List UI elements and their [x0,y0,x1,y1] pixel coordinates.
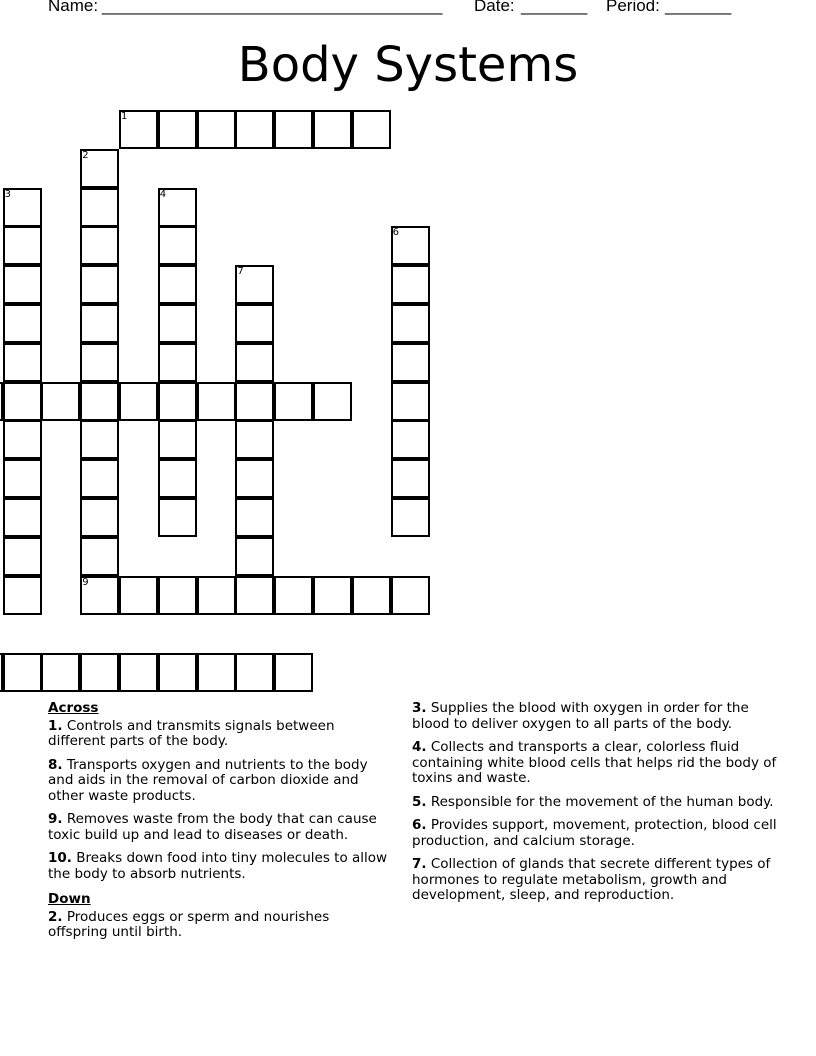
grid-cell[interactable] [41,382,80,421]
grid-cell[interactable] [158,265,197,304]
grid-cell[interactable] [3,459,42,498]
date-label: Date: [474,0,515,15]
grid-cell[interactable] [80,304,119,343]
grid-cell[interactable] [41,653,80,692]
grid-cell[interactable] [313,382,352,421]
clue-down-4: 4. Collects and transports a clear, colorless fluid containing white blood cells that helps rid the body of toxins and waste. [412,739,777,786]
grid-cell[interactable] [352,576,391,615]
clue-number-2: 2 [82,149,89,161]
grid-cell[interactable] [158,343,197,382]
grid-cell[interactable] [274,576,313,615]
clues-left-column [48,701,393,949]
grid-cell[interactable] [391,576,430,615]
grid-cell[interactable] [235,537,274,576]
grid-cell[interactable] [80,459,119,498]
grid-cell[interactable] [197,576,236,615]
grid-cell[interactable] [80,498,119,537]
name-label: Name: [48,0,99,15]
grid-cell[interactable] [80,382,119,421]
grid-cell[interactable] [235,459,274,498]
grid-cell[interactable] [3,265,42,304]
grid-cell[interactable] [391,382,430,421]
grid-cell[interactable] [158,382,197,421]
grid-cell[interactable] [80,226,119,265]
clue-across-8: 8. Transports oxygen and nutrients to the body and aids in the removal of carbon dioxide and other waste products. [48,756,368,804]
grid-cell[interactable] [274,653,313,692]
clue-number-4: 4 [159,188,167,200]
down-heading: Down [48,891,91,907]
date-blank[interactable]: _______ [521,0,588,15]
grid-cell[interactable] [119,382,158,421]
grid-cell[interactable] [119,653,158,692]
grid-cell[interactable] [235,420,274,459]
grid-cell[interactable] [119,576,158,615]
clue-number-9: 9 [82,576,89,588]
grid-cell[interactable] [274,382,313,421]
period-blank[interactable]: _______ [665,0,732,15]
name-blank[interactable]: ____________________________________ [102,0,443,15]
grid-cell[interactable] [80,343,119,382]
grid-cell[interactable] [313,110,352,149]
grid-cell[interactable] [158,576,197,615]
grid-cell[interactable] [391,459,430,498]
grid-cell[interactable] [352,110,391,149]
clue-down-2: 2. Produces eggs or sperm and nourishes offspring until birth. [48,908,330,940]
grid-cell[interactable] [158,226,197,265]
period-label: Period: [606,0,660,15]
clue-across-10: 10. Breaks down food into tiny molecules to allow the body to absorb nutrients. [48,850,388,882]
grid-cell[interactable] [158,304,197,343]
grid-cell[interactable] [3,343,42,382]
clue-down-3: 3. Supplies the blood with oxygen in order for the blood to deliver oxygen to all parts of the body. [412,700,749,732]
grid-cell[interactable] [3,576,42,615]
grid-cell[interactable] [391,265,430,304]
grid-cell[interactable] [197,653,236,692]
grid-cell[interactable] [3,304,42,343]
grid-cell[interactable] [3,653,42,692]
grid-cell[interactable] [391,304,430,343]
grid-cell[interactable] [197,382,236,421]
grid-cell[interactable] [80,265,119,304]
clue-number-1: 1 [121,111,128,122]
clue-across-9: 9. Removes waste from the body that can cause toxic build up and lead to diseases or death. [48,811,377,843]
grid-cell[interactable] [158,498,197,537]
grid-cell[interactable] [3,226,42,265]
grid-cell[interactable] [80,537,119,576]
clue-number-7: 7 [237,266,244,278]
page-title: Body Systems [237,37,579,93]
grid-cell[interactable] [235,343,274,382]
clue-across-1: 1. Controls and transmits signals between different parts of the body. [48,717,335,749]
grid-cell[interactable] [158,653,197,692]
grid-cell[interactable] [197,110,236,149]
clue-down-6: 6. Provides support, movement, protection, blood cell production, and calcium storage. [412,817,777,849]
grid-cell[interactable] [3,382,42,421]
grid-cell[interactable] [3,537,42,576]
grid-cell[interactable] [235,653,274,692]
grid-cell[interactable] [158,110,197,149]
grid-cell[interactable] [0,382,3,421]
grid-cell[interactable] [235,498,274,537]
grid-cell[interactable] [235,576,274,615]
grid-cell[interactable] [80,420,119,459]
clue-number-3: 3 [4,188,11,200]
clue-down-5: 5. Responsible for the movement of the human body. [412,793,774,810]
grid-cell[interactable] [3,420,42,459]
grid-cell[interactable] [313,576,352,615]
grid-cell[interactable] [3,498,42,537]
grid-cell[interactable] [80,188,119,227]
clue-number-6: 6 [392,227,399,239]
grid-cell[interactable] [235,304,274,343]
grid-cell[interactable] [391,420,430,459]
across-heading: Across [48,700,99,716]
grid-cell[interactable] [80,653,119,692]
grid-cell[interactable] [391,343,430,382]
grid-cell[interactable] [158,420,197,459]
grid-cell[interactable] [235,110,274,149]
grid-cell[interactable] [391,498,430,537]
clue-down-7: 7. Collection of glands that secrete different types of hormones to regulate metabolism, growth and development, sleep, and reproduction. [412,856,771,903]
clues-right-column [412,701,777,912]
grid-cell[interactable] [274,110,313,149]
grid-cell[interactable] [235,382,274,421]
grid-cell[interactable] [158,459,197,498]
